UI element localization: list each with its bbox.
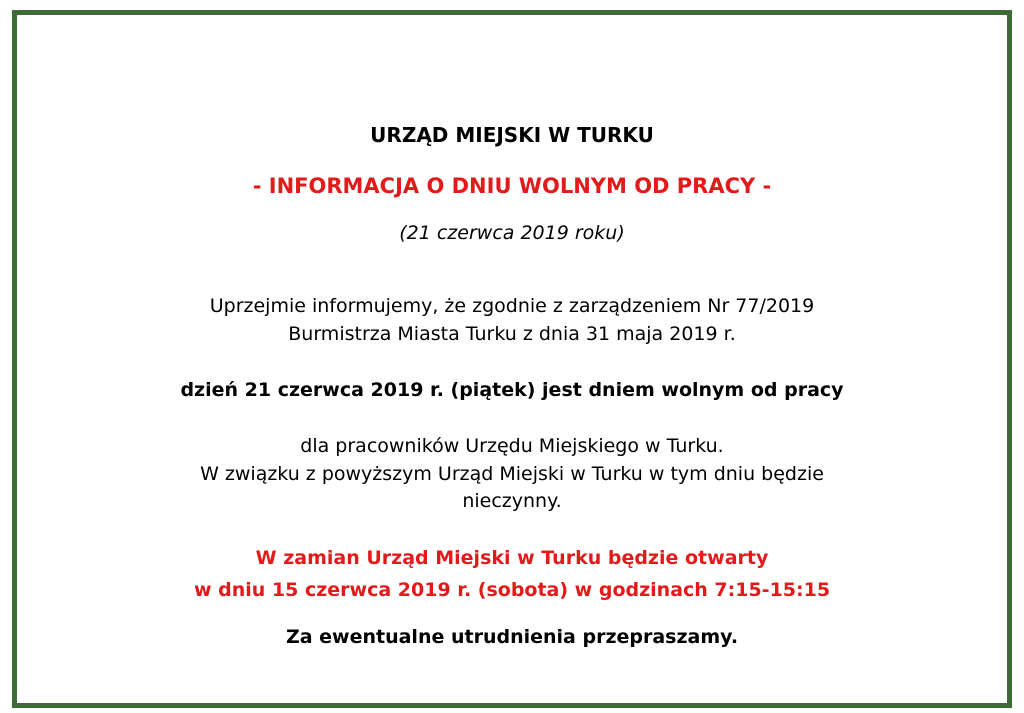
replacement-line-2: w dniu 15 czerwca 2019 r. (sobota) w godzinach 7:15-15:15	[193, 579, 831, 601]
notice-frame	[12, 10, 1012, 708]
intro-line-1: Uprzejmie informujemy, że zgodnie z zarządzeniem Nr 77/2019	[209, 295, 815, 317]
body-line-3: nieczynny.	[462, 490, 562, 512]
date-note: (21 czerwca 2019 roku)	[399, 222, 625, 244]
notice-content	[17, 15, 1007, 703]
apology: Za ewentualne utrudnienia przepraszamy.	[285, 626, 739, 648]
day-off-statement: dzień 21 czerwca 2019 r. (piątek) jest dniem wolnym od pracy	[180, 379, 844, 401]
replacement-line-1: W zamian Urząd Miejski w Turku będzie otwarty	[255, 547, 769, 569]
office-name: URZĄD MIEJSKI W TURKU	[370, 123, 654, 147]
notice-heading: - INFORMACJA O DNIU WOLNYM OD PRACY -	[252, 174, 772, 198]
intro-line-2: Burmistrza Miasta Turku z dnia 31 maja 2019 r.	[288, 323, 736, 345]
body-line-2: W związku z powyższym Urząd Miejski w Turku w tym dniu będzie	[200, 463, 824, 485]
body-line-1: dla pracowników Urzędu Miejskiego w Turku.	[300, 435, 724, 457]
